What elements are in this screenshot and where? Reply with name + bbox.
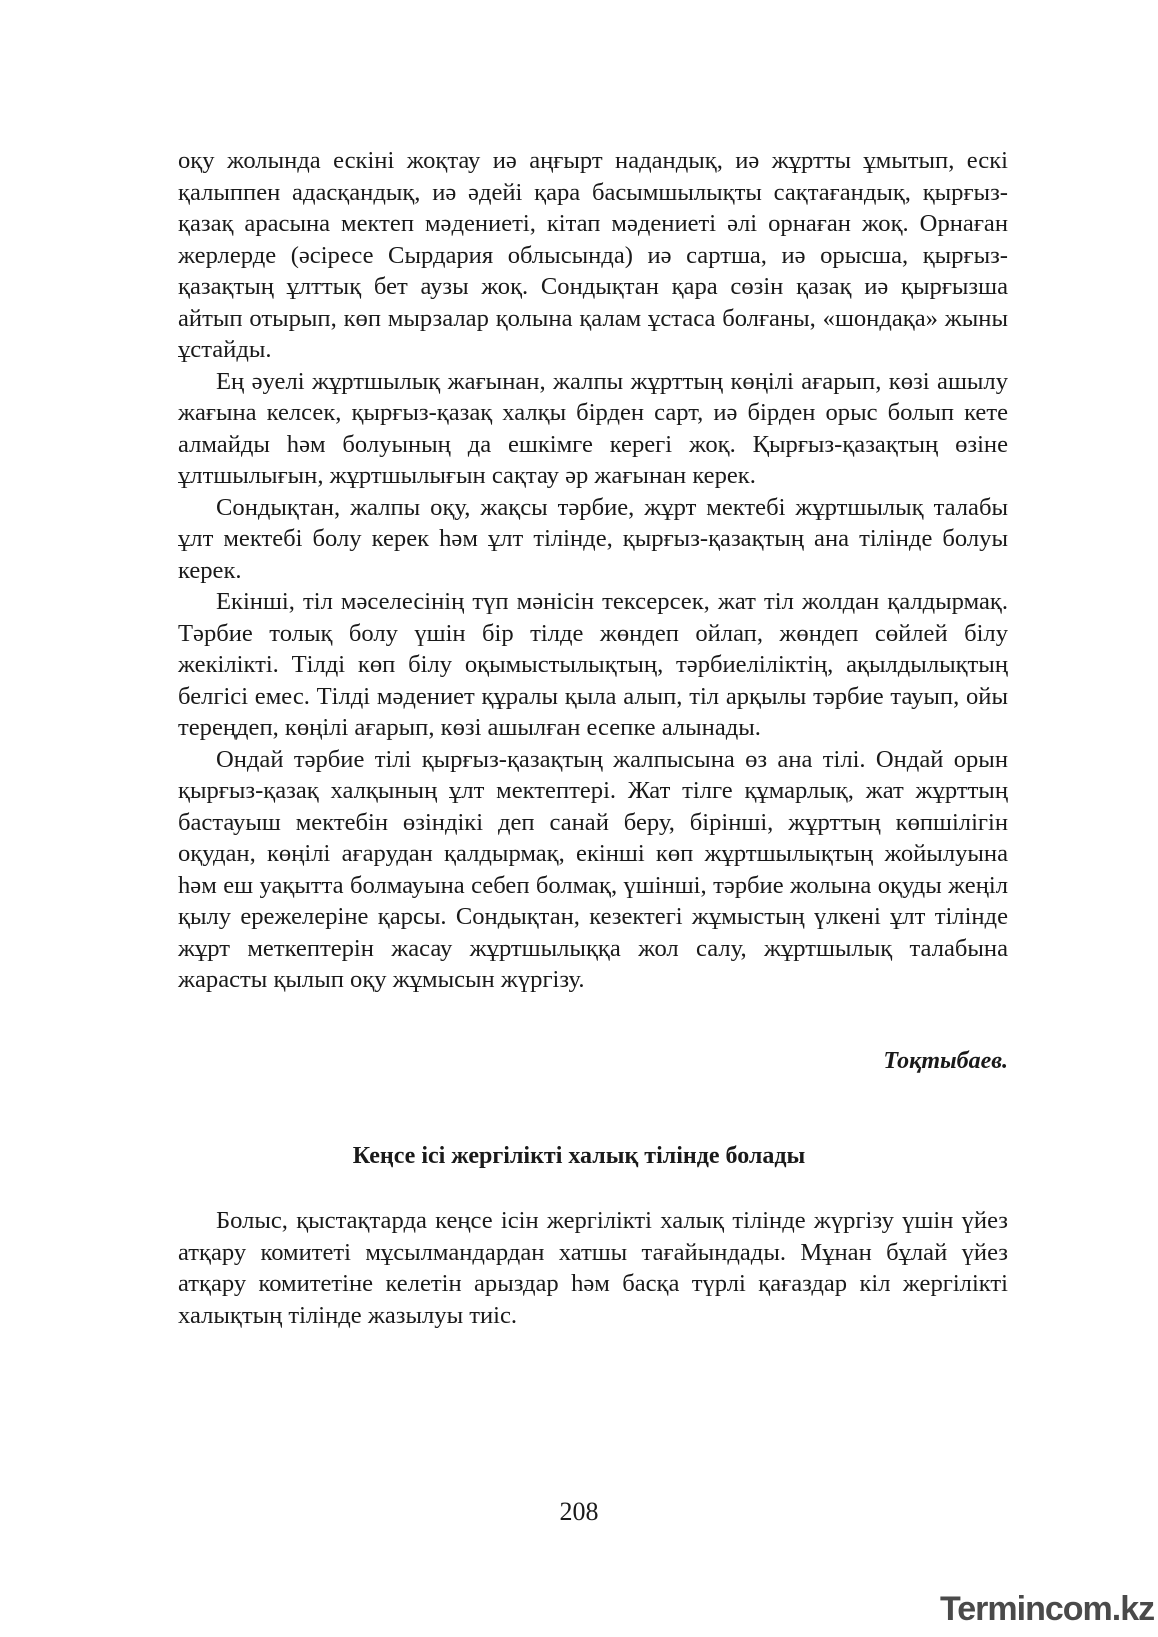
section-title: Кеңсе ісі жергілікті халық тілінде болады xyxy=(352,1143,806,1169)
paragraph-2: Ең әуелі жұртшылық жағынан, жалпы жұрттың көңілі ағарып, көзі ашылу жағына келсек, қырғыз-қазақ халқы бірден сарт, иә бірден орыс болып кете алмайды һәм болуының да ешкімге керегі жоқ. Қырғыз-қазақтың өзіне ұлтшылығын, жұртшылығын сақтау әр жағынан керек. xyxy=(178,367,1008,489)
author-signature: Тоқтыбаев. xyxy=(883,1048,1008,1074)
paragraph-3: Сондықтан, жалпы оқу, жақсы тәрбие, жұрт мектебі жұртшылық талабы ұлт мектебі болу керек һәм ұлт тілінде, қырғыз-қазақтың ана тілінде болуы керек. xyxy=(178,493,1008,584)
page-number: 208 xyxy=(559,1497,599,1526)
article-body xyxy=(178,145,1008,996)
section-body xyxy=(178,1205,1008,1331)
site-watermark: Termincom.kz xyxy=(940,1590,1155,1628)
section-paragraph-1: Болыс, қыстақтарда кеңсе ісін жергілікті халық тілінде жүргізу үшін үйез атқару комитеті мұсылмандардан хатшы тағайындады. Мұнан бұлай үйез атқару комитетіне келетін арыздар һәм басқа түрлі қағаздар кіл жергілікті халықтың тілінде жазылуы тиіс. xyxy=(178,1207,1008,1329)
paragraph-5: Ондай тәрбие тілі қырғыз-қазақтың жалпысына өз ана тілі. Ондай орын қырғыз-қазақ халқының ұлт мектептері. Жат тілге құмарлық, жат жұрттың бастауыш мектебін өзіндікі деп санай беру, бірінші, жұрттың көпшілігін оқудан, көңілі ағарудан қалдырмақ, екінші көп жұртшылықтың жойылуына һәм еш уақытта болмауына себеп болмақ, үшінші, тәрбие жолына оқуды жеңіл қылу ережелеріне қарсы. Сондықтан, кезектегі жұмыстың үлкені ұлт тілінде жұрт меткептерін жасау жұртшылыққа жол салу, жұртшылық талабына жарасты қылып оқу жұмысын жүргізу. xyxy=(178,745,1008,993)
paragraph-4: Екінші, тіл мәселесінің түп мәнісін тексерсек, жат тіл жолдан қалдырмақ. Тәрбие толық болу үшін бір тілде жөндеп ойлап, жөндеп сөйлей білу жекілікті. Тілді көп білу оқымыстылықтың, тәрбиеліліктің, ақылдылықтың белгісі емес. Тілді мәдениет құралы қыла алып, тіл арқылы тәрбие тауып, ойы тереңдеп, көңілі ағарып, көзі ашылған есепке алынады. xyxy=(178,588,1008,741)
paragraph-1: оқу жолында ескіні жоқтау иә аңғырт надандық, иә жұртты ұмытып, ескі қалыппен адасқандық, иә әдейі қара басымшылықты сақтағандық, қырғыз-қазақ арасына мектеп мәдениеті, кітап мәдениеті әлі орнаған жоқ. Орнаған жерлерде (әсіресе Сырдария облысында) иә сартша, иә орысша, қырғыз-қазақтың ұлттық бет аузы жоқ. Сондықтан қара сөзін қазақ иә қырғызша айтып отырып, көп мырзалар қолына қалам ұстаса болғаны, «шондақа» жыны ұстайды. xyxy=(178,147,1008,363)
